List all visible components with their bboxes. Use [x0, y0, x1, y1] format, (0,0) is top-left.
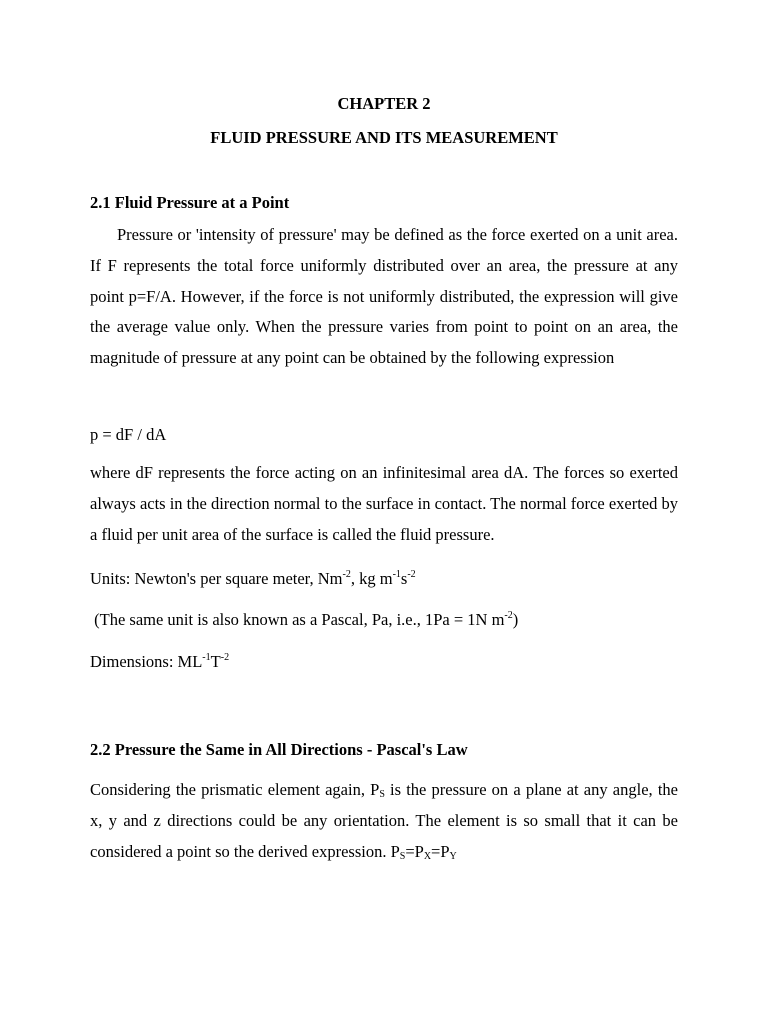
units-exponent: -2: [342, 569, 351, 580]
chapter-title: FLUID PRESSURE AND ITS MEASUREMENT: [210, 128, 558, 147]
section-heading-2-2: 2.2 Pressure the Same in All Directions - Pascal's Law: [90, 740, 468, 759]
section-2-text: =P: [431, 841, 450, 861]
pascal-note-text: (The same unit is also known as a Pascal, Pa, i.e., 1Pa = 1N m: [90, 610, 505, 629]
subscript: X: [423, 850, 432, 862]
section-2-paragraph: [90, 775, 678, 867]
dimensions-exponent: -2: [220, 652, 230, 663]
section-heading-2-1: 2.1 Fluid Pressure at a Point: [90, 193, 290, 212]
subscript: S: [399, 850, 406, 862]
subscript: Y: [449, 850, 457, 862]
section-2-text: is the pressure on a plane at any angle, the x, y and z directions could be any orientation. The element is so small that it can be considered a point so the derived expression. P: [90, 780, 678, 861]
units-text: s: [400, 569, 408, 588]
units-exponent: -2: [407, 569, 416, 580]
subscript: S: [379, 789, 385, 800]
pascal-note-exponent: -2: [504, 610, 513, 621]
pascal-note-text: ): [512, 610, 519, 629]
chapter-label: CHAPTER 2: [337, 94, 431, 113]
dimensions-exponent: -1: [202, 652, 211, 663]
units-text: Units: Newton's per square meter, Nm: [90, 569, 343, 588]
section-1-intro-paragraph: Pressure or 'intensity of pressure' may be defined as the force exerted on a unit area. If F represents the total force uniformly distributed over an area, the pressure at any point p=F/A. However, if the force is not uniformly distributed, the expression will give the average value only. When the pressure varies from point to point on an area, the magnitude of pressure at any point can be obtained by the following expression: [90, 225, 678, 368]
units-exponent: -1: [392, 569, 401, 580]
units-text: , kg m: [350, 569, 393, 588]
pressure-formula: p = dF / dA: [90, 425, 167, 444]
section-2-text: =P: [405, 841, 424, 861]
dimensions-text: T: [210, 652, 221, 671]
units-line: [90, 569, 416, 589]
dimensions-line: [90, 652, 229, 672]
section-2-text: Considering the prismatic element again, P: [90, 780, 380, 799]
pascal-note-line: [90, 610, 518, 630]
section-1-explanation-paragraph: where dF represents the force acting on an infinitesimal area dA. The forces so exerted always acts in the direction normal to the surface in contact. The normal force exerted by a fluid per unit area of the surface is called the fluid pressure.: [90, 463, 678, 544]
dimensions-text: Dimensions: ML: [90, 652, 203, 671]
